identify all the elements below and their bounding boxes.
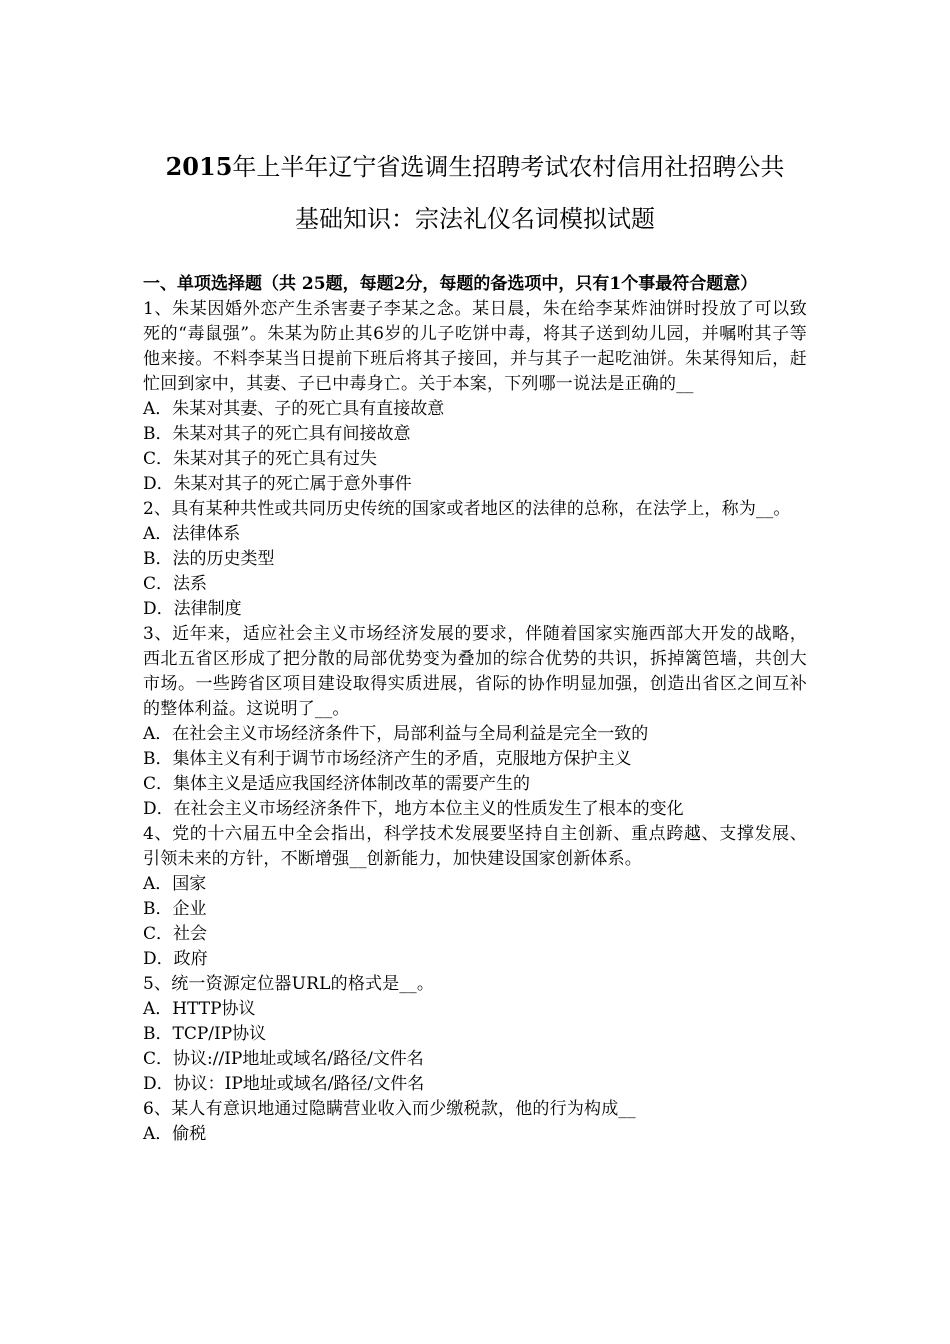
option-c: C．法系 [143, 574, 208, 594]
question-5 [143, 972, 807, 1097]
question-stem: 5、统一资源定位器URL的格式是__。 [143, 974, 435, 994]
option-a: A．在社会主义市场经济条件下，局部利益与全局利益是完全一致的 [143, 724, 649, 744]
option-a: A．偷税 [143, 1124, 207, 1144]
option-b: B．TCP/IP协议 [143, 1024, 267, 1044]
question-4 [143, 822, 807, 972]
question-2 [143, 497, 807, 622]
option-d: D．法律制度 [143, 599, 242, 619]
option-c: C．社会 [143, 924, 208, 944]
option-c: C．朱某对其子的死亡具有过失 [143, 449, 378, 469]
option-b: B．朱某对其子的死亡具有间接故意 [143, 424, 411, 444]
title-text: 年上半年辽宁省选调生招聘考试农村信用社招聘公共 [232, 153, 785, 181]
question-stem: 2、具有某种共性或共同历史传统的国家或者地区的法律的总称，在法学上，称为__。 [143, 499, 791, 519]
question-stem: 6、某人有意识地通过隐瞒营业收入而少缴税款，他的行为构成__ [143, 1099, 636, 1119]
question-1 [143, 297, 807, 497]
question-stem: 3、近年来，适应社会主义市场经济发展的要求，伴随着国家实施西部大开发的战略，西北五省区形成了把分散的局部优势变为叠加的综合优势的共识，拆掉篱笆墙，共创大市场。一些跨省区项目建设取得实质进展，省际的协作明显加强，创造出省区之间互补的整体利益。这说明了__。 [143, 624, 807, 719]
title-year: 2015 [165, 152, 233, 181]
option-d: D．朱某对其子的死亡属于意外事件 [143, 474, 412, 494]
option-a: A．国家 [143, 874, 207, 894]
option-a: A．HTTP协议 [143, 999, 256, 1019]
option-c: C．协议://IP地址或域名/路径/文件名 [143, 1049, 424, 1069]
section-heading: 一、单项选择题（共 25题，每题2分，每题的备选项中，只有1个事最符合题意） [143, 274, 758, 294]
question-stem: 4、党的十六届五中全会指出，科学技术发展要坚持自主创新、重点跨越、支撑发展、引领未来的方针，不断增强__创新能力，加快建设国家创新体系。 [143, 824, 807, 869]
option-a: A．法律体系 [143, 524, 241, 544]
option-c: C．集体主义是适应我国经济体制改革的需要产生的 [143, 774, 531, 794]
option-d: D．在社会主义市场经济条件下，地方本位主义的性质发生了根本的变化 [143, 799, 684, 819]
question-6 [143, 1097, 807, 1147]
option-b: B．集体主义有利于调节市场经济产生的矛盾，克服地方保护主义 [143, 749, 632, 769]
document-body [143, 272, 807, 1147]
question-stem: 1、朱某因婚外恋产生杀害妻子李某之念。某日晨，朱在给李某炸油饼时投放了可以致死的“毒鼠强”。朱某为防止其6岁的儿子吃饼中毒，将其子送到幼儿园，并嘱咐其子等他来接。不料李某当日提前下班后将其子接回，并与其子一起吃油饼。朱某得知后，赶忙回到家中，其妻、子已中毒身亡。关于本案，下列哪一说法是正确的__ [143, 299, 807, 394]
document-title-line-2: 基础知识：宗法礼仪名词模拟试题 [295, 205, 655, 233]
option-d: D．政府 [143, 949, 208, 969]
option-d: D．协议：IP地址或域名/路径/文件名 [143, 1074, 425, 1094]
option-b: B．法的历史类型 [143, 549, 275, 569]
document-title-line-1 [120, 150, 830, 184]
option-b: B．企业 [143, 899, 207, 919]
question-3 [143, 622, 807, 822]
option-a: A．朱某对其妻、子的死亡具有直接故意 [143, 399, 445, 419]
